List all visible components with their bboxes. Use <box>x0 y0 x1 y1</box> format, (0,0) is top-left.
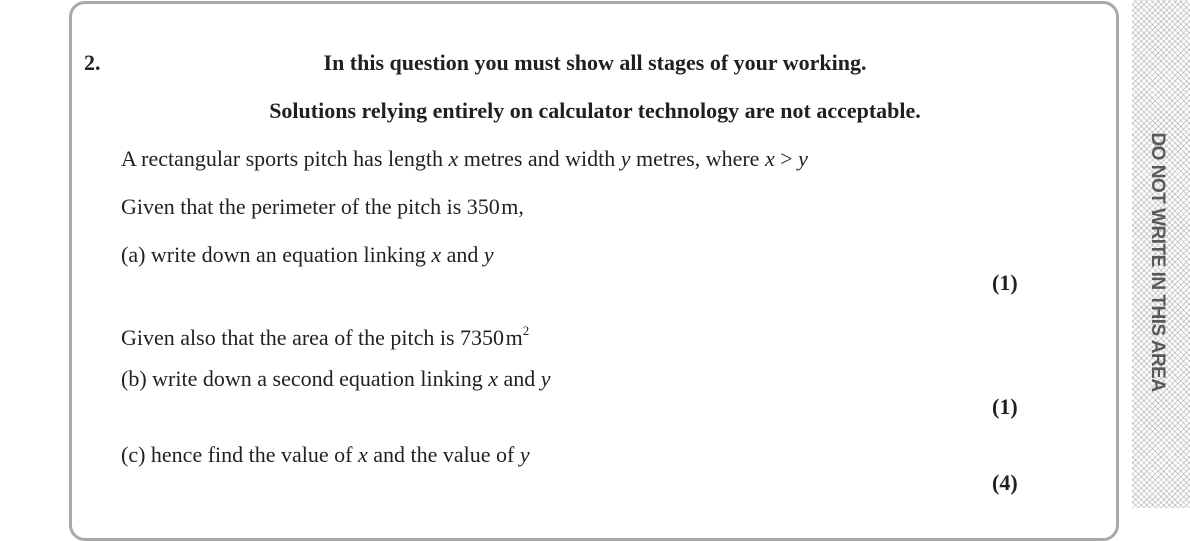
area-sentence: Given also that the area of the pitch is 7350 $m^2$ <box>121 323 530 350</box>
instruction-calculator: Solutions relying entirely on calculator technology are not acceptable. <box>269 98 921 123</box>
do-not-write-label: DO NOT WRITE IN THIS AREA <box>1147 132 1168 392</box>
part-b-marks: (1) <box>992 394 1018 419</box>
part-a-marks: (1) <box>992 270 1018 295</box>
part-b-question: (b) write down a second equation linking x and y <box>121 366 551 391</box>
part-a-label: (a) <box>121 242 146 267</box>
instruction-working: In this question you must show all stages of your working. <box>323 50 867 75</box>
part-c-label: (c) <box>121 442 146 467</box>
part-b-label: (b) <box>121 366 147 391</box>
perimeter-sentence: Given that the perimeter of the pitch is 350 m, <box>121 194 524 219</box>
part-a-question: (a) write down an equation linking x and y <box>121 242 494 267</box>
question-number: 2. <box>84 50 101 75</box>
intro-sentence: A rectangular sports pitch has length x metres and width y metres, where x > y <box>121 146 808 171</box>
part-c-question: (c) hence find the value of x and the value of y <box>121 442 530 467</box>
part-c-marks: (4) <box>992 470 1018 495</box>
